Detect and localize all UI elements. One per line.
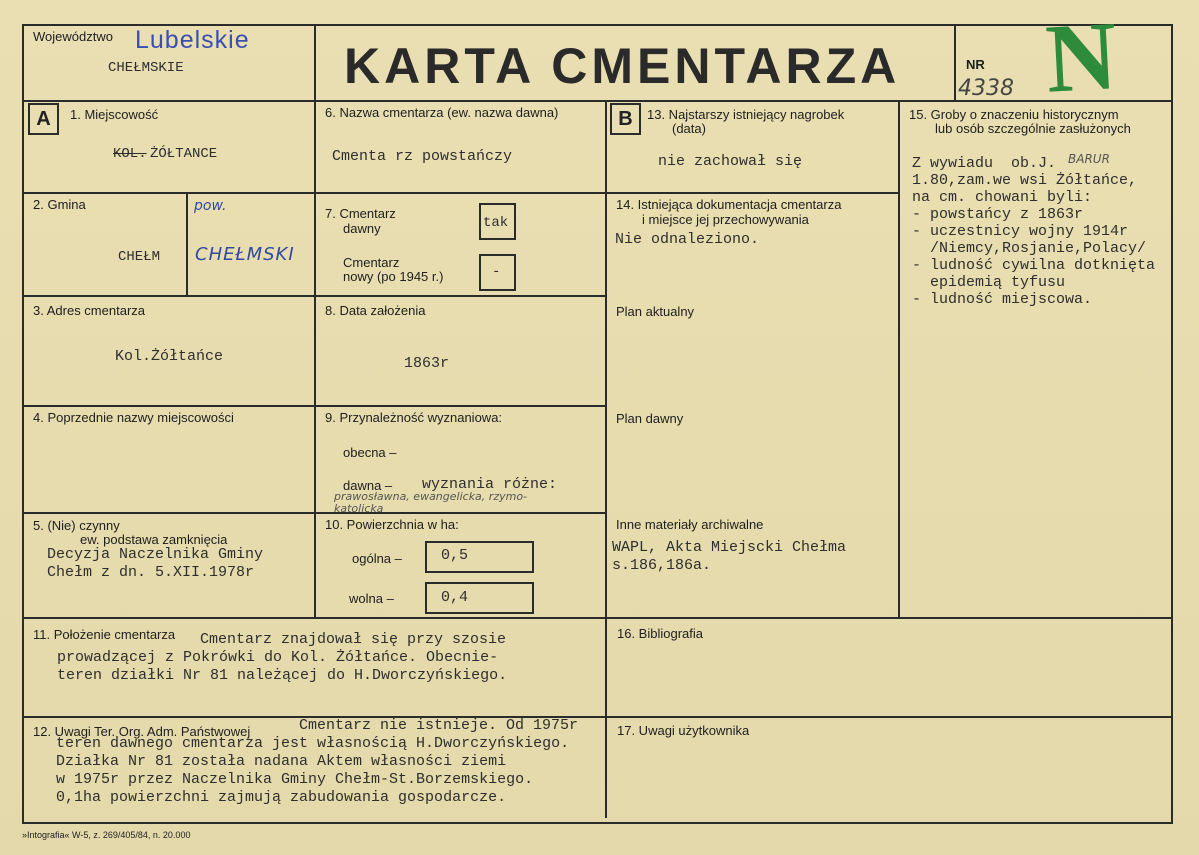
inne-materialy-label: Inne materiały archiwalne: [616, 517, 764, 532]
field-10-wolna-value: 0,4: [441, 589, 469, 606]
field-12-line-5: 0,1ha powierzchni zajmują zabudowania gospodarcze.: [56, 789, 507, 806]
col-line-2: [605, 100, 607, 818]
row-line-12: [22, 716, 1173, 718]
field-2-value: CHEŁM: [118, 249, 161, 265]
field-8-value: 1863r: [404, 355, 450, 372]
field-17-label: 17. Uwagi użytkownika: [617, 723, 750, 738]
field-11-line-1: Cmentarz znajdował się przy szosie: [200, 631, 507, 648]
field-5-label-2: ew. podstawa zamknięcia: [80, 532, 228, 547]
section-a-letter: A: [28, 103, 59, 135]
row-line-c1: [605, 192, 899, 194]
field-12-line-4: w 1975r przez Naczelnika Gminy Chełm-St.Borzemskiego.: [56, 771, 534, 788]
field-3-value: Kol.Żółtańce: [115, 348, 224, 365]
field-7-dawny-value: tak: [483, 215, 509, 231]
field-12-line-3: Działka Nr 81 została nadana Aktem własności ziemi: [56, 753, 507, 770]
field-16-label: 16. Bibliografia: [617, 626, 703, 641]
field-14-label-2: i miejsce jej przechowywania: [642, 212, 809, 227]
footer-imprint: »Intografia« W-5, z. 269/405/84, n. 20.000: [22, 830, 191, 840]
plan-dawny-label: Plan dawny: [616, 411, 684, 426]
field-2-label: 2. Gmina: [33, 197, 86, 212]
wojewodztwo-typed: CHEŁMSKIE: [108, 60, 184, 76]
field-15-line-7: - ludność cywilna dotknięta: [912, 257, 1156, 274]
field-10-wolna-label: wolna –: [349, 591, 394, 606]
row-line-b1: [314, 192, 606, 194]
field-11-line-3: teren działki Nr 81 należącej do H.Dworczyńskiego.: [57, 667, 508, 684]
field-15-label-2: lub osób szczególnie zasłużonych: [935, 121, 1131, 136]
field-15-line-1: Z wywiadu ob.J.: [912, 155, 1057, 172]
field-7-label-1: 7. Cmentarz: [325, 206, 396, 221]
field-15-line-3: na cm. chowani byli:: [912, 189, 1093, 206]
field-12-line-1: Cmentarz nie istnieje. Od 1975r: [299, 717, 579, 734]
field-15-line-2: 1.80,zam.we wsi Żółtańce,: [912, 172, 1138, 189]
field-9-hand-2: katolicka: [334, 502, 384, 515]
section-b-letter: B: [610, 103, 641, 135]
field-12-label: 12. Uwagi Ter. Org. Adm. Państwowej: [33, 724, 251, 739]
row-line-11: [22, 617, 1173, 619]
row-line-a3: [22, 405, 315, 407]
field-10-ogolna-value: 0,5: [441, 547, 469, 564]
field-15-label-1: 15. Groby o znaczeniu historycznym: [909, 107, 1119, 122]
field-7-label-3: Cmentarz: [343, 255, 400, 270]
field-15-line-6: /Niemcy,Rosjanie,Polacy/: [912, 240, 1147, 257]
field-11-line-2: prowadzącej z Pokrówki do Kol. Żółtańce. Obecnie-: [57, 649, 499, 666]
field-13-value: nie zachował się: [658, 153, 803, 170]
field-14-label-1: 14. Istniejąca dokumentacja cmentarza: [616, 197, 842, 212]
field-7-nowy-value: -: [492, 264, 501, 280]
field-14-value: Nie odnaleziono.: [615, 231, 760, 248]
field-15-line-9: - ludność miejscowa.: [912, 291, 1093, 308]
field-11-label: 11. Położenie cmentarza: [33, 627, 176, 642]
field-6-value: Cmenta rz powstańczy: [332, 148, 513, 165]
nr-label: NR: [966, 57, 985, 72]
frame-right: [1171, 24, 1173, 824]
field-7-label-2: dawny: [343, 221, 381, 236]
wojewodztwo-label: Województwo: [33, 29, 113, 44]
field-5-line-1: Decyzja Naczelnika Gminy: [47, 546, 264, 563]
col-line-3: [898, 100, 900, 618]
field-4-label: 4. Poprzednie nazwy miejscowości: [33, 410, 234, 425]
inne-materialy-line-2: s.186,186a.: [612, 557, 712, 574]
field-13-label-1: 13. Najstarszy istniejący nagrobek: [647, 107, 845, 122]
field-15-line-5: - uczestnicy wojny 1914r: [912, 223, 1129, 240]
row-line-a1: [22, 192, 315, 194]
field-13-label-2: (data): [672, 121, 706, 136]
field-3-label: 3. Adres cmentarza: [33, 303, 145, 318]
field-1-label: 1. Miejscowość: [70, 107, 159, 122]
wojewodztwo-stamp: Lubelskie: [135, 26, 250, 54]
field-1-struck: KOL.: [113, 146, 147, 162]
field-10-ogolna-label: ogólna –: [352, 551, 402, 566]
header-divider-2: [954, 24, 956, 102]
header-divider-1: [314, 24, 316, 102]
row-line-a4: [22, 512, 315, 514]
field-12-line-2: teren dawnego cmentarza jest własnością H.Dworczyńskiego.: [56, 735, 570, 752]
field-5-label-1: 5. (Nie) czynny: [33, 518, 120, 533]
field-5-line-2: Chełm z dn. 5.XII.1978r: [47, 564, 255, 581]
card-title: KARTA CMENTARZA: [344, 38, 901, 94]
field-15-hand-name: BARUR: [1068, 152, 1110, 166]
col-line-1: [314, 100, 316, 618]
field-9-dawna-value: wyznania różne:: [422, 476, 558, 493]
field-8-label: 8. Data założenia: [325, 303, 426, 318]
field-9-obecna: obecna –: [343, 445, 397, 460]
field-15-line-4: - powstańcy z 1863r: [912, 206, 1084, 223]
field-9-hand-1: prawosławna, ewangelicka, rzymo-: [334, 490, 528, 503]
row-line-b2: [314, 295, 606, 297]
letter-stamp: N: [1043, 2, 1120, 114]
gmina-inner-line: [186, 192, 188, 295]
field-10-label: 10. Powierzchnia w ha:: [325, 517, 459, 532]
field-6-label: 6. Nazwa cmentarza (ew. nazwa dawna): [325, 105, 559, 120]
field-1-value: ŻÓŁTANCE: [150, 146, 218, 162]
nr-value: 4338: [958, 76, 1014, 101]
frame-bottom: [22, 822, 1173, 824]
inne-materialy-line-1: WAPL, Akta Miejscki Chełma: [612, 539, 847, 556]
field-9-dawna: dawna –: [343, 478, 393, 493]
field-9-label: 9. Przynależność wyznaniowa:: [325, 410, 503, 425]
field-2-pow-value: CHEŁMSKI: [195, 244, 295, 265]
plan-aktualny-label: Plan aktualny: [616, 304, 695, 319]
row-line-b3: [314, 405, 606, 407]
frame-left: [22, 24, 24, 824]
field-2-pow-label: pow.: [194, 198, 227, 214]
field-15-line-8: epidemią tyfusu: [912, 274, 1066, 291]
row-line-a2: [22, 295, 315, 297]
field-7-label-4: nowy (po 1945 r.): [343, 269, 444, 284]
